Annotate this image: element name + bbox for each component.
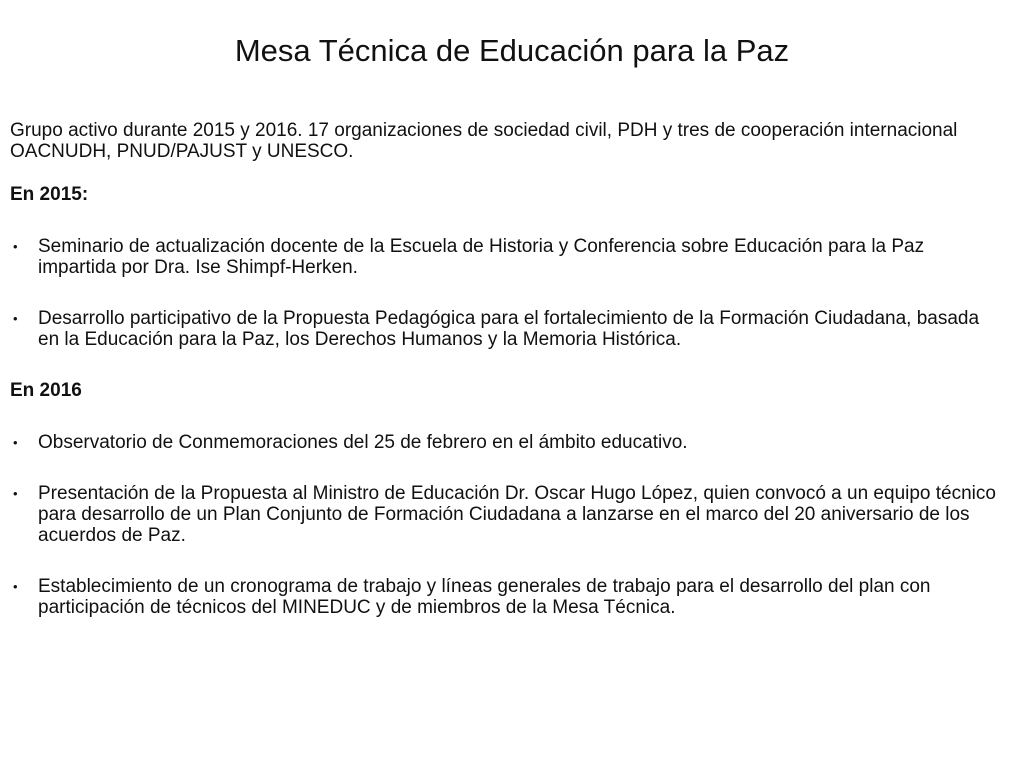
- list-item: [10, 483, 1000, 546]
- list-item: [10, 308, 1000, 350]
- list-item: [10, 432, 1000, 453]
- section-heading-2016: En 2016: [10, 380, 82, 401]
- list-item-text: Desarrollo participativo de la Propuesta Pedagógica para el fortalecimiento de la Formación Ciudadana, basada en la Educación para la Paz, los Derechos Humanos y la Memoria Histórica.: [38, 308, 980, 350]
- bullet-icon: •: [13, 311, 18, 326]
- section-heading-2015: En 2015:: [10, 184, 89, 205]
- list-item-text: Establecimiento de un cronograma de trabajo y líneas generales de trabajo para el desarrollo del plan con participación de técnicos del MINEDUC y de miembros de la Mesa Técnica.: [38, 576, 931, 618]
- list-item-text: Observatorio de Conmemoraciones del 25 de febrero en el ámbito educativo.: [38, 432, 688, 453]
- bullet-list-2015: [10, 236, 1000, 350]
- bullet-icon: •: [13, 486, 18, 501]
- bullet-list-2016: [10, 432, 1000, 618]
- bullet-icon: •: [13, 579, 18, 594]
- slide-title: Mesa Técnica de Educación para la Paz: [234, 33, 790, 68]
- section-2016: [10, 380, 1000, 618]
- list-item: [10, 576, 1000, 618]
- list-item-text: Seminario de actualización docente de la Escuela de Historia y Conferencia sobre Educación para la Paz impartida por Dra. Ise Shimpf-Herken.: [38, 236, 925, 278]
- bullet-icon: •: [13, 239, 18, 254]
- intro-paragraph: Grupo activo durante 2015 y 2016. 17 organizaciones de sociedad civil, PDH y tres de cooperación internacional OACNUDH, PNUD/PAJUST y UNESCO.: [10, 120, 958, 162]
- slide-body: [10, 120, 1000, 648]
- list-item: [10, 236, 1000, 278]
- section-2015: [10, 184, 1000, 350]
- list-item-text: Presentación de la Propuesta al Ministro de Educación Dr. Oscar Hugo López, quien convocó a un equipo técnico para desarrollo de un Plan Conjunto de Formación Ciudadana a lanzarse en el marco del 20 aniversario de los acuerdos de Paz.: [38, 483, 996, 546]
- bullet-icon: •: [13, 435, 18, 450]
